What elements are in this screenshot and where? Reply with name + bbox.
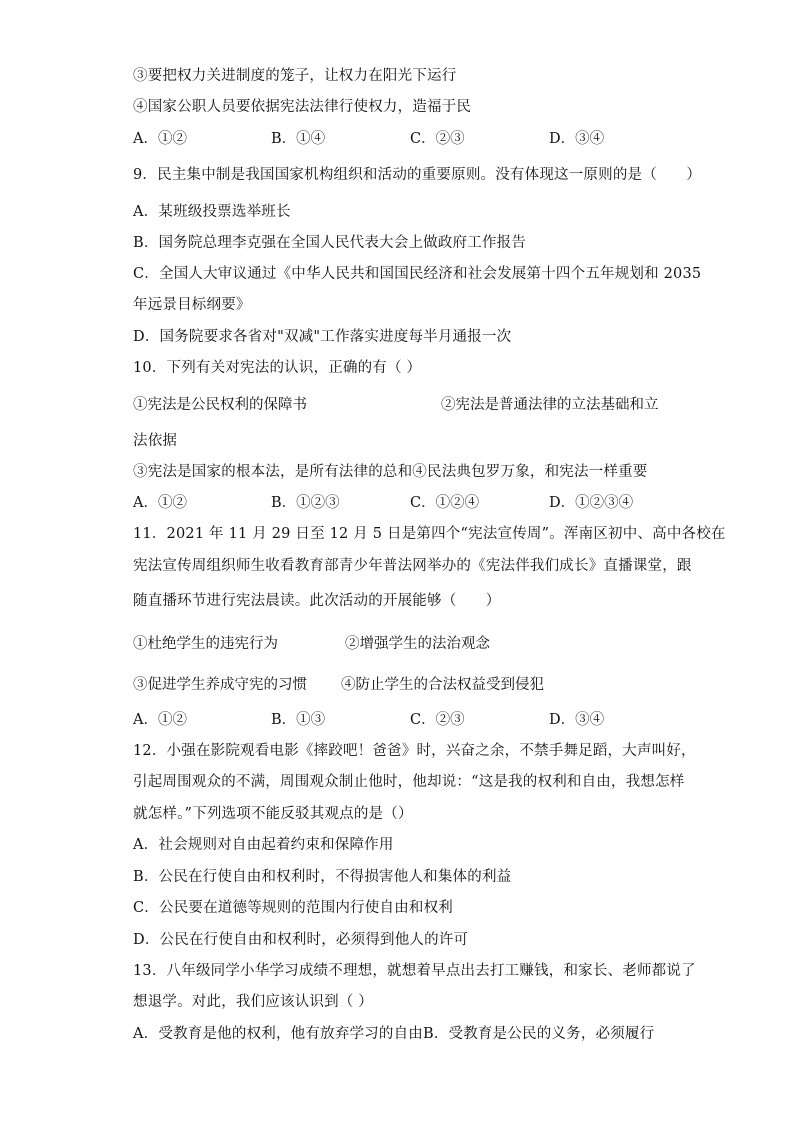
q10-option-d: D．①②③④	[549, 495, 634, 511]
q11-option-a: A．①②	[133, 712, 187, 728]
q10-item2: ②宪法是普通法律的立法基础和立	[441, 397, 659, 413]
q8-option-b: B．①④	[271, 131, 326, 147]
q10-stem: 10．下列有关对宪法的认识，正确的有（ ）	[133, 360, 422, 376]
q12-option-a: A．社会规则对自由起着约束和保障作用	[133, 837, 394, 853]
q12-line1: 12．小强在影院观看电影《摔跤吧！爸爸》时，兴奋之余，不禁手舞足蹈，大声叫好，	[133, 743, 696, 759]
q13-options-ab: A．受教育是他的权利，他有放弃学习的自由B．受教育是公民的义务，必须履行	[133, 1026, 655, 1042]
q11-item1: ①杜绝学生的违宪行为	[133, 636, 278, 652]
q10-option-a: A．①②	[133, 495, 187, 511]
q12-option-c: C．公民要在道德等规则的范围内行使自由和权利	[133, 900, 453, 916]
q11-item3: ③促进学生养成守宪的习惯	[133, 677, 307, 693]
q9-option-c: C．全国人大审议通过《中华人民共和国国民经济和社会发展第十四个五年规划和 2035	[133, 266, 702, 282]
q9-stem: 9．民主集中制是我国国家机构组织和活动的重要原则。没有体现这一原则的是（ ）	[133, 167, 702, 183]
q13-line2: 想退学。对此，我们应该认识到（ ）	[133, 994, 374, 1010]
q8-option-d: D．③④	[549, 131, 605, 147]
q11-line3: 随直播环节进行宪法晨读。此次活动的开展能够（ ）	[133, 593, 501, 609]
q11-item2: ②增强学生的法治观念	[345, 636, 490, 652]
q10-option-b: B．①②③	[271, 495, 340, 511]
q9-option-b: B．国务院总理李克强在全国人民代表大会上做政府工作报告	[133, 235, 527, 251]
q8-item4: ④国家公职人员要依据宪法法律行使权力，造福于民	[133, 99, 472, 115]
q11-line1: 11．2021 年 11 月 29 日至 12 月 5 日是第四个“宪法宣传周”。浑南区初中、高中各校在	[133, 526, 726, 542]
q11-line2: 宪法宣传周组织师生收看教育部青少年普法网举办的《宪法伴我们成长》直播课堂，跟	[133, 558, 692, 574]
q11-option-d: D．③④	[549, 712, 605, 728]
q11-option-c: C．②③	[410, 712, 465, 728]
q10-option-c: C．①②④	[410, 495, 480, 511]
q8-option-a: A．①②	[133, 131, 187, 147]
q12-option-d: D．公民在行使自由和权利时，必须得到他人的许可	[133, 932, 469, 948]
q10-item1: ①宪法是公民权利的保障书	[133, 397, 307, 413]
q9-option-a: A．某班级投票选举班长	[133, 204, 291, 220]
q12-line3: 就怎样。”下列选项不能反驳其观点的是（）	[133, 806, 413, 822]
q8-item3: ③要把权力关进制度的笼子，让权力在阳光下运行	[133, 68, 457, 84]
q11-item4: ④防止学生的合法权益受到侵犯	[341, 677, 544, 693]
q12-line2: 引起周围观众的不满，周围观众制止他时，他却说：“这是我的权利和自由，我想怎样	[133, 774, 685, 790]
q11-option-b: B．①③	[271, 712, 326, 728]
q9-option-d: D．国务院要求各省对"双减"工作落实进度每半月通报一次	[133, 329, 512, 345]
q10-items-34: ③宪法是国家的根本法，是所有法律的总和④民法典包罗万象，和宪法一样重要	[133, 464, 648, 480]
q13-line1: 13．八年级同学小华学习成绩不理想，就想着早点出去打工赚钱，和家长、老师都说了	[133, 963, 696, 979]
q9-option-c-cont: 年远景目标纲要》	[133, 297, 251, 313]
q10-item2-cont: 法依据	[133, 433, 178, 449]
q8-option-c: C．②③	[410, 131, 465, 147]
q12-option-b: B．公民在行使自由和权利时，不得损害他人和集体的利益	[133, 869, 512, 885]
